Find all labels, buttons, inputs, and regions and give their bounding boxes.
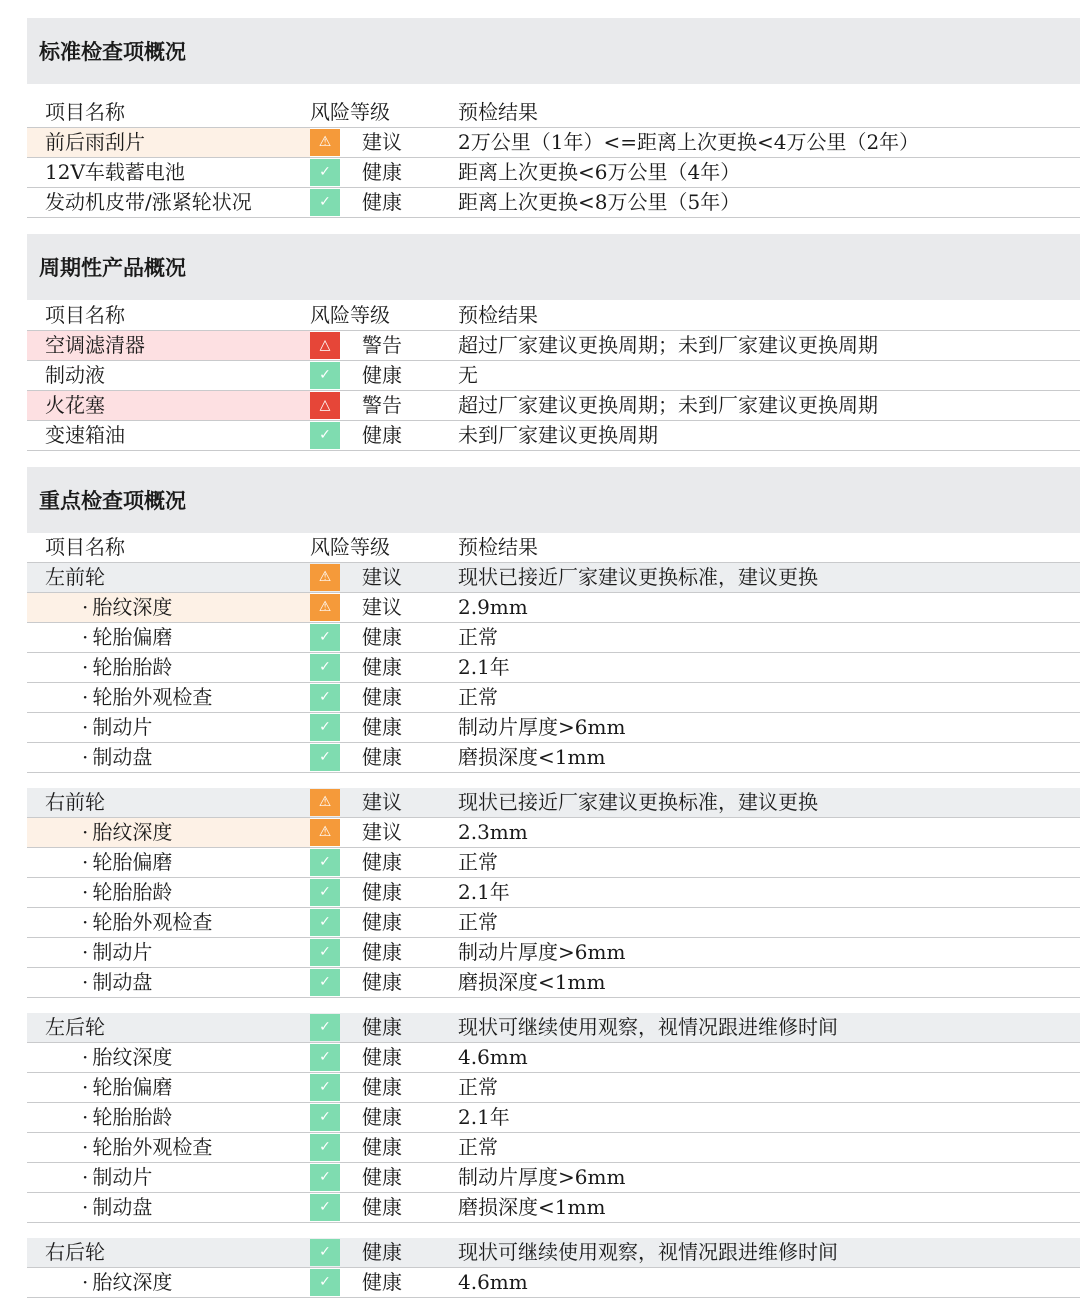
check-result: 正常 xyxy=(458,1075,498,1099)
check-result: 2.1年 xyxy=(458,1105,510,1129)
check-icon: ✓ xyxy=(310,1239,340,1266)
check-result: 制动片厚度>6mm xyxy=(458,1165,626,1189)
risk-level: 建议 xyxy=(362,790,402,814)
check-icon: ✓ xyxy=(310,1194,340,1221)
item-name: 右后轮 xyxy=(45,1240,105,1264)
table-row xyxy=(27,1268,1080,1298)
check-result: 正常 xyxy=(458,625,498,649)
item-name: · 轮胎外观检查 xyxy=(27,1133,310,1162)
col-name-header: 项目名称 xyxy=(45,100,125,124)
col-result-header: 预检结果 xyxy=(458,100,538,124)
col-result-header: 预检结果 xyxy=(458,303,538,327)
risk-level: 健康 xyxy=(362,363,402,387)
check-result: 磨损深度<1mm xyxy=(458,745,606,769)
risk-level: 健康 xyxy=(362,160,402,184)
table-row xyxy=(27,1073,1080,1103)
item-name: · 制动片 xyxy=(27,713,310,742)
item-name: 左后轮 xyxy=(45,1015,105,1039)
item-name: · 轮胎胎龄 xyxy=(27,878,310,907)
check-result: 无 xyxy=(458,363,478,387)
risk-level: 健康 xyxy=(362,625,402,649)
risk-level: 健康 xyxy=(362,190,402,214)
check-icon: ✓ xyxy=(310,939,340,966)
check-icon: ✓ xyxy=(310,422,340,449)
check-icon: ✓ xyxy=(310,189,340,216)
check-icon: ✓ xyxy=(310,1269,340,1296)
key-check-section xyxy=(27,467,1080,1298)
check-result: 2.9mm xyxy=(458,595,528,619)
table-row xyxy=(27,848,1080,878)
table-row xyxy=(27,361,1080,391)
risk-level: 健康 xyxy=(362,715,402,739)
table-row xyxy=(27,593,1080,623)
check-icon: ✓ xyxy=(310,714,340,741)
item-name: · 轮胎偏磨 xyxy=(27,1073,310,1102)
item-name: 变速箱油 xyxy=(45,423,125,447)
check-icon: ✓ xyxy=(310,909,340,936)
item-name: · 制动盘 xyxy=(27,968,310,997)
check-result: 现状已接近厂家建议更换标准，建议更换 xyxy=(458,790,818,814)
col-level-header: 风险等级 xyxy=(310,100,390,124)
check-result: 距离上次更换<8万公里（5年） xyxy=(458,190,741,214)
risk-level: 健康 xyxy=(362,940,402,964)
table-row xyxy=(27,743,1080,773)
risk-level: 警告 xyxy=(362,393,402,417)
check-result: 2.1年 xyxy=(458,655,510,679)
risk-level: 健康 xyxy=(362,1240,402,1264)
wheel-group xyxy=(27,788,1080,998)
standard-check-section xyxy=(27,18,1080,218)
table-row xyxy=(27,908,1080,938)
group-row xyxy=(27,1013,1080,1043)
check-result: 磨损深度<1mm xyxy=(458,1195,606,1219)
item-name: · 制动片 xyxy=(27,1163,310,1192)
check-result: 2.3mm xyxy=(458,820,528,844)
table-row xyxy=(27,1043,1080,1073)
check-result: 现状已接近厂家建议更换标准，建议更换 xyxy=(458,565,818,589)
col-name-header: 项目名称 xyxy=(45,535,125,559)
check-result: 现状可继续使用观察，视情况跟进维修时间 xyxy=(458,1015,838,1039)
check-result: 超过厂家建议更换周期；未到厂家建议更换周期 xyxy=(458,393,878,417)
table-row xyxy=(27,128,1080,158)
risk-level: 健康 xyxy=(362,1015,402,1039)
table-row xyxy=(27,623,1080,653)
risk-level: 健康 xyxy=(362,1045,402,1069)
warning-icon: ⚠ xyxy=(310,594,340,621)
table-row xyxy=(27,818,1080,848)
table-row xyxy=(27,653,1080,683)
check-result: 制动片厚度>6mm xyxy=(458,940,626,964)
table-row xyxy=(27,1193,1080,1223)
section-title: 重点检查项概况 xyxy=(27,467,1080,533)
check-result: 4.6mm xyxy=(458,1045,528,1069)
item-name: 火花塞 xyxy=(27,391,310,420)
periodic-product-section xyxy=(27,234,1080,451)
check-result: 2万公里（1年）<=距离上次更换<4万公里（2年） xyxy=(458,130,920,154)
risk-level: 健康 xyxy=(362,880,402,904)
table-row xyxy=(27,188,1080,218)
risk-level: 健康 xyxy=(362,655,402,679)
check-icon: ✓ xyxy=(310,744,340,771)
risk-level: 健康 xyxy=(362,1165,402,1189)
inspection-report xyxy=(27,0,1080,1298)
item-name: 左前轮 xyxy=(45,565,105,589)
check-icon: ✓ xyxy=(310,1044,340,1071)
section-title: 周期性产品概况 xyxy=(27,234,1080,300)
item-name: · 轮胎偏磨 xyxy=(27,848,310,877)
risk-level: 健康 xyxy=(362,850,402,874)
risk-level: 健康 xyxy=(362,685,402,709)
check-result: 正常 xyxy=(458,910,498,934)
item-name: 空调滤清器 xyxy=(27,331,310,360)
check-icon: ✓ xyxy=(310,1014,340,1041)
table-row xyxy=(27,421,1080,451)
check-icon: ✓ xyxy=(310,1104,340,1131)
item-name: 制动液 xyxy=(45,363,105,387)
table-header xyxy=(27,98,1080,128)
check-result: 超过厂家建议更换周期；未到厂家建议更换周期 xyxy=(458,333,878,357)
check-icon: ✓ xyxy=(310,654,340,681)
risk-level: 健康 xyxy=(362,745,402,769)
item-name: 右前轮 xyxy=(45,790,105,814)
risk-level: 建议 xyxy=(362,820,402,844)
warning-icon: ⚠ xyxy=(310,819,340,846)
item-name: 前后雨刮片 xyxy=(27,128,310,157)
risk-level: 建议 xyxy=(362,595,402,619)
risk-level: 建议 xyxy=(362,130,402,154)
table-row xyxy=(27,683,1080,713)
wheel-group xyxy=(27,563,1080,773)
check-icon: ✓ xyxy=(310,684,340,711)
section-title: 标准检查项概况 xyxy=(27,18,1080,84)
risk-level: 健康 xyxy=(362,910,402,934)
table-row xyxy=(27,1133,1080,1163)
check-result: 未到厂家建议更换周期 xyxy=(458,423,658,447)
warning-icon: ⚠ xyxy=(310,789,340,816)
check-icon: ✓ xyxy=(310,969,340,996)
col-level-header: 风险等级 xyxy=(310,303,390,327)
item-name: · 制动片 xyxy=(27,938,310,967)
table-row xyxy=(27,158,1080,188)
group-row xyxy=(27,1238,1080,1268)
check-icon: ✓ xyxy=(310,159,340,186)
risk-level: 健康 xyxy=(362,1270,402,1294)
table-row xyxy=(27,1103,1080,1133)
alert-icon: △ xyxy=(310,332,340,359)
check-icon: ✓ xyxy=(310,879,340,906)
table-row xyxy=(27,968,1080,998)
check-icon: ✓ xyxy=(310,1074,340,1101)
item-name: · 轮胎偏磨 xyxy=(27,623,310,652)
table-row xyxy=(27,878,1080,908)
risk-level: 健康 xyxy=(362,1135,402,1159)
alert-icon: △ xyxy=(310,392,340,419)
check-result: 4.6mm xyxy=(458,1270,528,1294)
check-icon: ✓ xyxy=(310,1164,340,1191)
check-icon: ✓ xyxy=(310,624,340,651)
check-result: 距离上次更换<6万公里（4年） xyxy=(458,160,741,184)
table-row xyxy=(27,391,1080,421)
table-row xyxy=(27,713,1080,743)
risk-level: 健康 xyxy=(362,1105,402,1129)
wheel-group xyxy=(27,1238,1080,1298)
item-name: · 轮胎外观检查 xyxy=(27,908,310,937)
warning-icon: ⚠ xyxy=(310,129,340,156)
group-row xyxy=(27,788,1080,818)
table-header xyxy=(27,533,1080,563)
wheel-group xyxy=(27,1013,1080,1223)
risk-level: 建议 xyxy=(362,565,402,589)
risk-level: 健康 xyxy=(362,1075,402,1099)
table-row xyxy=(27,331,1080,361)
check-result: 2.1年 xyxy=(458,880,510,904)
risk-level: 健康 xyxy=(362,423,402,447)
check-icon: ✓ xyxy=(310,849,340,876)
item-name: · 胎纹深度 xyxy=(27,1268,310,1297)
risk-level: 健康 xyxy=(362,970,402,994)
item-name: 12V车载蓄电池 xyxy=(45,160,185,184)
item-name: · 轮胎胎龄 xyxy=(27,1103,310,1132)
item-name: · 轮胎胎龄 xyxy=(27,653,310,682)
check-result: 现状可继续使用观察，视情况跟进维修时间 xyxy=(458,1240,838,1264)
risk-level: 健康 xyxy=(362,1195,402,1219)
table-row xyxy=(27,1163,1080,1193)
item-name: · 制动盘 xyxy=(27,743,310,772)
check-result: 磨损深度<1mm xyxy=(458,970,606,994)
col-level-header: 风险等级 xyxy=(310,535,390,559)
warning-icon: ⚠ xyxy=(310,564,340,591)
item-name: · 胎纹深度 xyxy=(27,593,310,622)
item-name: 发动机皮带/涨紧轮状况 xyxy=(45,190,252,214)
item-name: · 轮胎外观检查 xyxy=(27,683,310,712)
item-name: · 胎纹深度 xyxy=(27,818,310,847)
group-row xyxy=(27,563,1080,593)
check-result: 正常 xyxy=(458,685,498,709)
item-name: · 胎纹深度 xyxy=(27,1043,310,1072)
check-icon: ✓ xyxy=(310,1134,340,1161)
check-result: 正常 xyxy=(458,1135,498,1159)
table-row xyxy=(27,938,1080,968)
check-result: 正常 xyxy=(458,850,498,874)
check-icon: ✓ xyxy=(310,362,340,389)
col-name-header: 项目名称 xyxy=(45,303,125,327)
risk-level: 警告 xyxy=(362,333,402,357)
item-name: · 制动盘 xyxy=(27,1193,310,1222)
col-result-header: 预检结果 xyxy=(458,535,538,559)
table-header xyxy=(27,301,1080,331)
check-result: 制动片厚度>6mm xyxy=(458,715,626,739)
